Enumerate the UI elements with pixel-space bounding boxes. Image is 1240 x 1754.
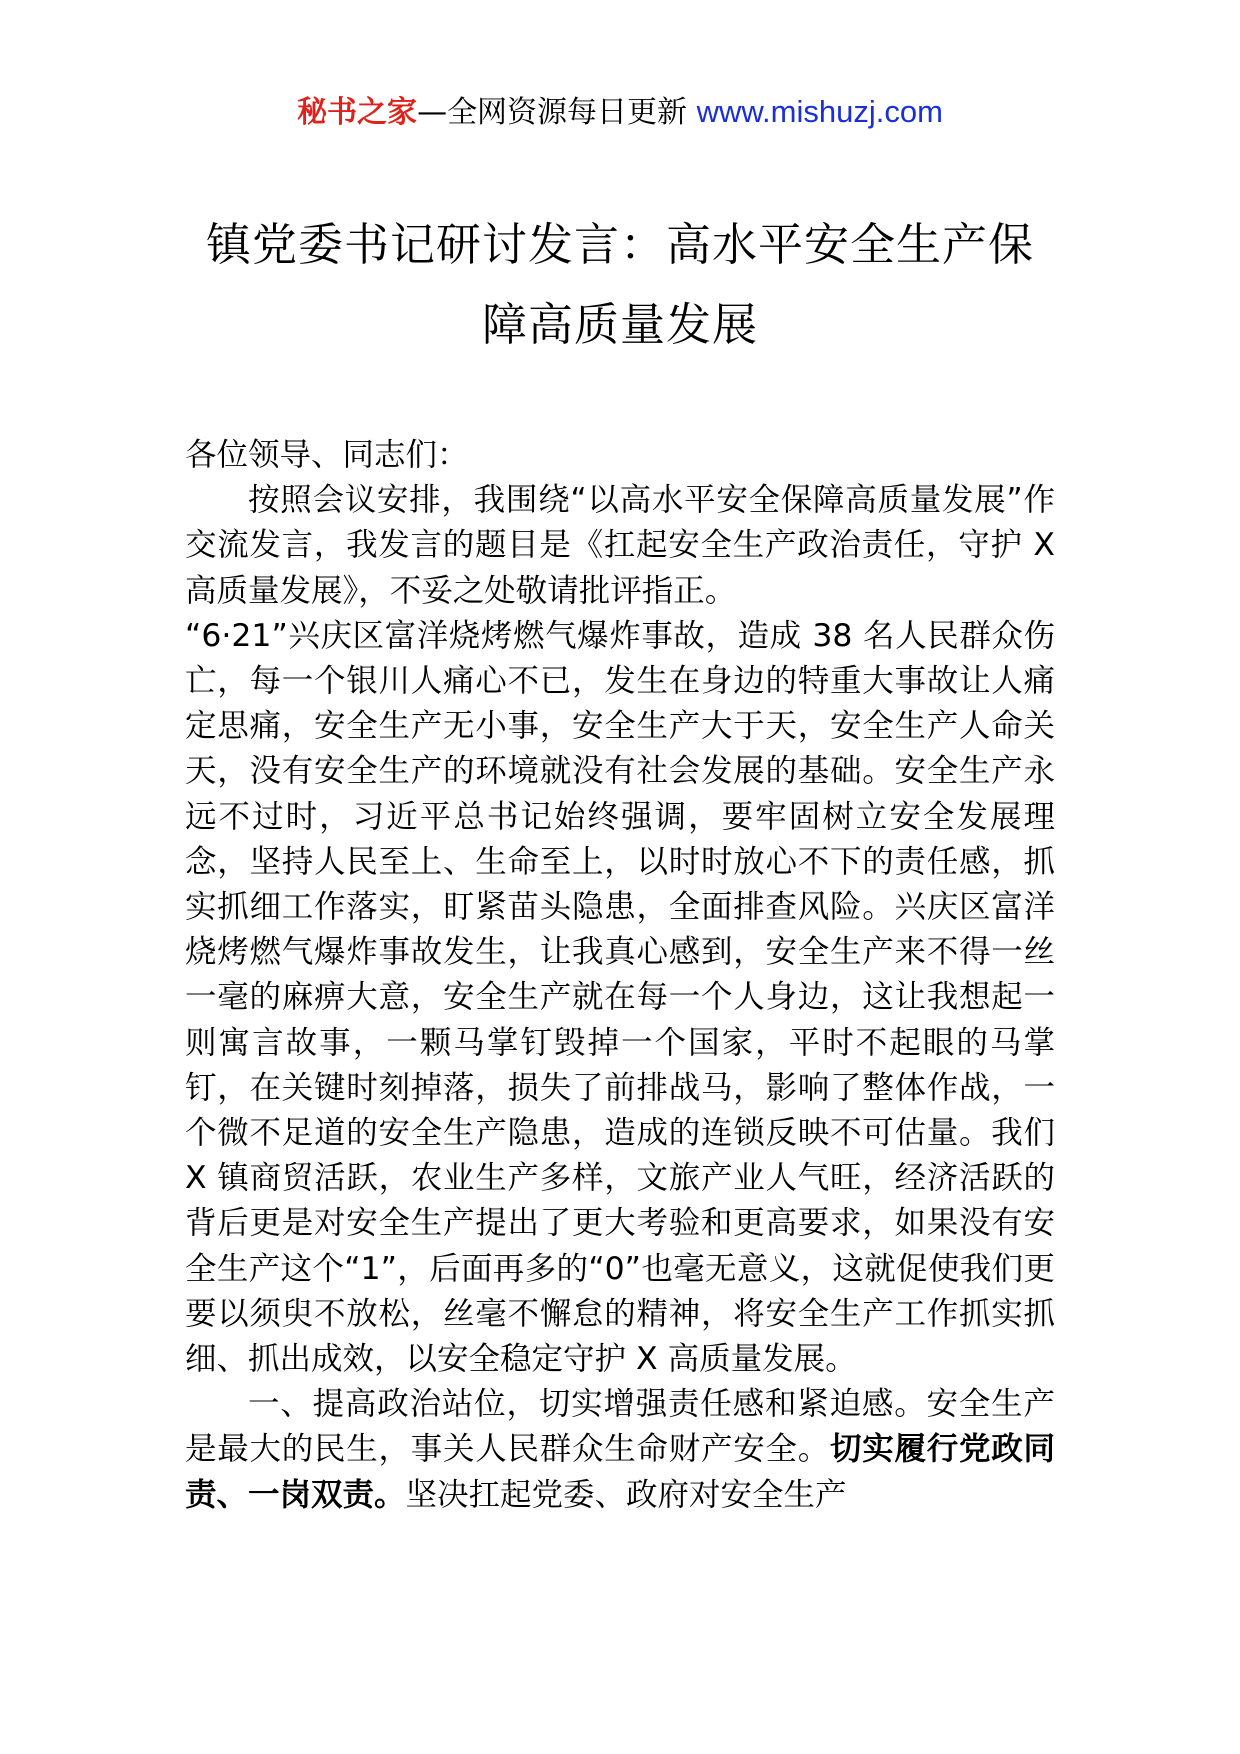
- paragraph-intro: 按照会议安排，我围绕“以高水平安全保障高质量发展”作交流发言，我发言的题目是《扛起安全生产政治责任，守护 X 高质量发展》，不妥之处敬请批评指正。: [185, 482, 1055, 609]
- paragraph-incident: “6·21”兴庆区富洋烧烤燃气爆炸事故，造成 38 名人民群众伤亡，每一个银川人痛心不已，发生在身边的特重大事故让人痛定思痛，安全生产无小事，安全生产大于天，安全生产人命关天，没有安全生产的环境就没有社会发展的基础。安全生产永远不过时，习近平总书记始终强调，要牢固树立安全发展理念，坚持人民至上、生命至上，以时时放心不下的责任感，抓实抓细工作落实，盯紧苗头隐患，全面排查风险。兴庆区富洋烧烤燃气爆炸事故发生，让我真心感到，安全生产来不得一丝一毫的麻痹大意，安全生产就在每一个人身边，这让我想起一则寓言故事，一颗马掌钉毁掉一个国家，平时不起眼的马掌钉，在关键时刻掉落，损失了前排战马，影响了整体作战，一个微不足道的安全生产隐患，造成的连锁反映不可估量。我们 X 镇商贸活跃，农业生产多样，文旅产业人气旺，经济活跃的背后更是对安全生产提出了更大考验和更高要求，如果没有安全生产这个“1”，后面再多的“0”也毫无意义，这就促使我们更要以须臾不放松，丝毫不懈怠的精神，将安全生产工作抓实抓细、抓出成效，以安全稳定守护 X 高质量发展。: [185, 617, 1055, 1378]
- document-title: [140, 205, 1100, 365]
- section-one-bold-heading: 切实履行党政同责、一岗双责。: [185, 1431, 1055, 1513]
- salutation: 各位领导、同志们：: [185, 437, 469, 473]
- header-tagline: —全网资源每日更新: [417, 95, 688, 130]
- title-line-1: 镇党委书记研讨发言：高水平安全生产保: [205, 218, 1034, 271]
- document-body: [185, 433, 1055, 1518]
- paragraph-section-one: [185, 1382, 1055, 1518]
- section-one-lead: 一、提高政治站位，切实增强责任感和紧迫感。安全生产是最大的民生，事关人民群众生命财产安全。: [185, 1386, 1055, 1468]
- section-one-tail: 坚决扛起党委、政府对安全生产: [405, 1476, 847, 1513]
- title-line-2: 障高质量发展: [481, 298, 758, 351]
- site-url-link[interactable]: www.mishuzj.com: [696, 94, 943, 129]
- site-header: [0, 92, 1240, 133]
- brand-name: 秘书之家: [297, 95, 418, 130]
